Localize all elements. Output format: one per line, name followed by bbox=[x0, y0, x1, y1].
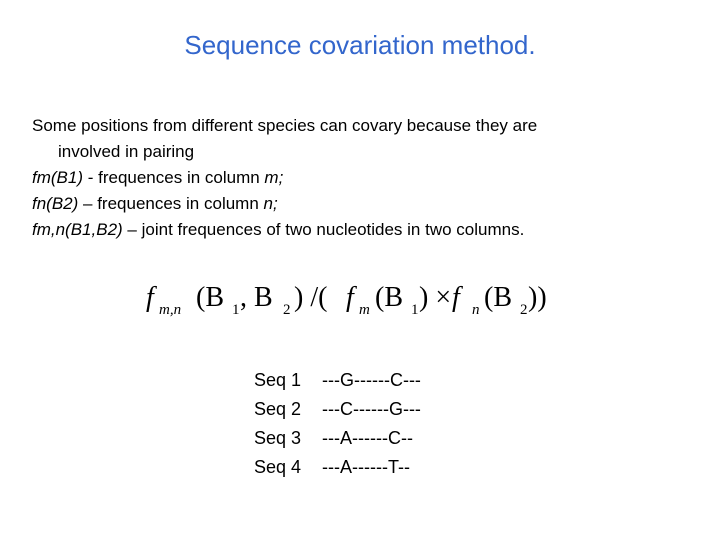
slide-title: Sequence covariation method. bbox=[184, 30, 536, 60]
intro-line-2: involved in pairing bbox=[58, 142, 195, 161]
formula-close-divide: ) /( bbox=[294, 282, 328, 313]
formula-f-n: f bbox=[452, 282, 460, 313]
sequence-name: Seq 3 bbox=[254, 428, 302, 448]
formula-f-m: f bbox=[346, 282, 354, 313]
formula-close-times: ) × bbox=[419, 282, 452, 313]
definition-fmn-term: fm,n(B1,B2) bbox=[32, 220, 123, 239]
definition-fn bbox=[32, 191, 692, 217]
formula-sub-joint: m,n bbox=[159, 302, 182, 318]
formula-args-m: (B bbox=[375, 282, 403, 313]
definition-fm-var: m; bbox=[264, 168, 284, 187]
formula-b1-index: 1 bbox=[232, 302, 240, 318]
definition-fmn-text: – joint frequences of two nucleotides in two columns. bbox=[122, 220, 525, 239]
definition-fn-var: n; bbox=[263, 194, 278, 213]
formula-sub-n: n bbox=[472, 302, 480, 318]
formula-sub-m: m bbox=[359, 302, 370, 318]
sequence-alignment bbox=[254, 366, 421, 482]
intro-line-1: Some positions from different species can covary because they are bbox=[32, 116, 538, 135]
formula-comma: , B bbox=[240, 282, 273, 313]
definition-fm bbox=[32, 165, 692, 191]
definition-fmn bbox=[32, 217, 692, 243]
sequence-name: Seq 4 bbox=[254, 457, 302, 477]
sequence-row bbox=[254, 453, 421, 482]
formula-f-joint: f bbox=[146, 282, 154, 313]
definition-fm-text: - frequences in column bbox=[83, 168, 265, 187]
sequence-row bbox=[254, 395, 421, 424]
formula-args-open: (B bbox=[196, 282, 224, 313]
formula-b1-index-m: 1 bbox=[411, 302, 419, 318]
definition-fm-term: fm(B1) bbox=[32, 168, 83, 187]
sequence-value: ---C------G--- bbox=[322, 399, 421, 419]
sequence-name: Seq 2 bbox=[254, 399, 302, 419]
sequence-value: ---A------T-- bbox=[322, 457, 410, 477]
slide-body bbox=[32, 113, 692, 243]
formula-close-final: )) bbox=[528, 282, 547, 313]
sequence-row bbox=[254, 424, 421, 453]
intro-paragraph bbox=[32, 113, 692, 165]
sequence-name: Seq 1 bbox=[254, 370, 302, 390]
sequence-value: ---G------C--- bbox=[322, 370, 421, 390]
sequence-value: ---A------C-- bbox=[322, 428, 413, 448]
definition-fn-term: fn(B2) bbox=[32, 194, 79, 213]
formula-b2-index-n: 2 bbox=[520, 302, 528, 318]
formula-b2-index: 2 bbox=[283, 302, 291, 318]
sequence-row bbox=[254, 366, 421, 395]
formula bbox=[142, 276, 562, 326]
definition-fn-text: – frequences in column bbox=[78, 194, 264, 213]
formula-args-n: (B bbox=[484, 282, 512, 313]
